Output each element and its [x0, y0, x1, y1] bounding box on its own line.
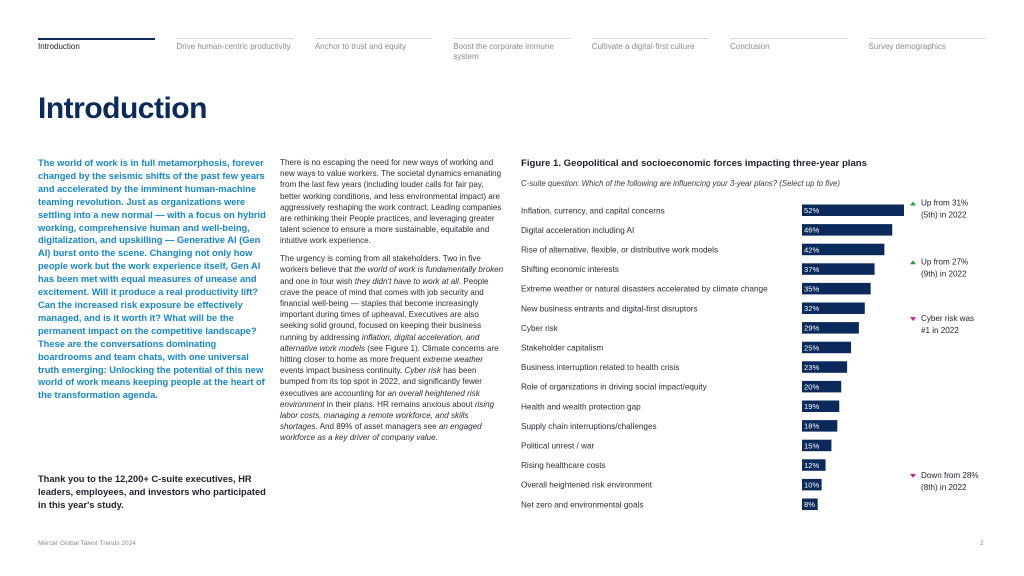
figure-title: Figure 1. Geopolitical and socioeconomic forces impacting three-year plans [521, 158, 867, 169]
nav-tab-digital-culture[interactable]: Cultivate a digital-first culture [592, 38, 709, 61]
up-arrow-icon [910, 260, 916, 264]
up-arrow-icon [910, 202, 916, 206]
category-label: Rise of alternative, flexible, or distributive work models [521, 245, 719, 255]
category-label: Extreme weather or natural disasters accelerated by climate change [521, 284, 768, 294]
annotation-text: (5th) in 2022 [921, 210, 967, 220]
category-label: Overall heightened risk environment [521, 480, 653, 490]
bar-value-label: 10% [804, 480, 820, 490]
annotation-text: (9th) in 2022 [921, 269, 967, 279]
down-arrow-icon [910, 317, 916, 321]
nav-tab-productivity[interactable]: Drive human-centric productivity [176, 38, 293, 61]
category-label: Cyber risk [521, 323, 558, 333]
category-label: Political unrest / war [521, 441, 595, 451]
body-paragraph-1: There is no escaping the need for new ways of working and new ways to value workers. The societal dynamics emanating from the last few years (including louder calls for fair pay, better working conditions, and less environmental impact) are aggressively reshaping the work contract. Leading companies are rethinking their People practices, and leveraging greater talent science to ensure a more sustainable, equitable and intuitive work experience. [280, 158, 502, 246]
annotation-text: Up from 31% [921, 198, 969, 208]
footer-source: Mercer Global Talent Trends 2024 [38, 540, 136, 547]
bar-value-label: 19% [804, 402, 820, 412]
bar-value-label: 37% [804, 264, 820, 274]
bar-value-label: 25% [804, 343, 820, 353]
down-arrow-icon [910, 474, 916, 478]
annotation-text: #1 in 2022 [921, 326, 959, 336]
bar-value-label: 42% [804, 245, 820, 255]
body-paragraph-2: The urgency is coming from all stakeholders. Two in five workers believe that the world of work is fundamentally broken and one in four wish they didn't have to work at all. People crave the peace of mind that comes with job security and financial well-being — staples that become increasingly important during times of upheaval. Executives are also seeking solid ground, focused on keeping their business running by addressing inflation, digital acceleration, and alternative work models (see Figure 1). Climate concerns are hitting closer to home as more frequent extreme weather events impact business continuity. Cyber risk has been bumped from its top spot in 2022, and significantly fewer executives are accounting for an overall heightened risk environment in their plans. HR remains anxious about rising labor costs, managing a remote workforce, and skills shortages. And 89% of asset managers see an engaged workforce as a key driver of company value. [280, 254, 504, 443]
annotation-text: Down from 28% [921, 470, 979, 480]
nav-tab-conclusion[interactable]: Conclusion [730, 38, 847, 61]
bar-value-label: 29% [804, 323, 820, 333]
category-label: Rising healthcare costs [521, 461, 606, 471]
category-label: Health and wealth protection gap [521, 402, 641, 412]
bar-value-label: 23% [804, 362, 820, 372]
category-label: Digital acceleration including AI [521, 225, 635, 235]
nav-tab-immune-system[interactable]: Boost the corporate immune system [453, 38, 570, 61]
bar-value-label: 32% [804, 304, 820, 314]
figure-question: C-suite question: Which of the following are influencing your 3-year plans? (Select up to five) [521, 179, 840, 188]
bar-value-label: 8% [804, 500, 815, 510]
bar-value-label: 46% [804, 225, 820, 235]
category-label: New business entrants and digital-first disruptors [521, 304, 698, 314]
annotation-text: (8th) in 2022 [921, 482, 967, 492]
category-label: Stakeholder capitalism [521, 343, 604, 353]
category-label: Business interruption related to health crisis [521, 363, 680, 373]
thanks-paragraph: Thank you to the 12,200+ C-suite executives, HR leaders, employees, and investors who participated in this year's study. [38, 474, 266, 510]
bar-value-label: 15% [804, 441, 820, 451]
annotation-text: Up from 27% [921, 257, 969, 267]
category-label: Role of organizations in driving social impact/equity [521, 382, 707, 392]
category-label: Inflation, currency, and capital concerns [521, 206, 665, 216]
nav-tab-trust-equity[interactable]: Anchor to trust and equity [315, 38, 432, 61]
page-title: Introduction [38, 92, 207, 125]
nav-tab-introduction[interactable]: Introduction [38, 38, 155, 61]
bar-value-label: 35% [804, 284, 820, 294]
bar-value-label: 52% [804, 206, 820, 216]
bar-value-label: 20% [804, 382, 820, 392]
bar-value-label: 12% [804, 460, 820, 470]
intro-paragraph: The world of work is in full metamorphosis, forever changed by the seismic shifts of the past few years and accelerated by the imminent human-machine teaming revolution. Just as organizations were settling into a new normal — with a focus on hybrid working, comprehensive human and well-being, digitalization, and upskilling — Generative AI (Gen AI) burst onto the scene. Changing not only how people work but the work experience itself, Gen AI has been met with equal measures of unease and excitement. Will it produce a real productivity lift? Can the increased risk exposure be effectively managed, and is it worth it? What will be the permanent impact on the competitive landscape? These are the conversations dominating boardrooms and team chats, with one universal truth emerging: Unlocking the potential of this new world of work means keeping people at the heart of the transformation agenda. [38, 158, 266, 401]
category-label: Supply chain interruptions/challenges [521, 421, 657, 431]
category-label: Shifting economic interests [521, 265, 619, 275]
category-label: Net zero and environmental goals [521, 500, 644, 510]
bar-value-label: 18% [804, 421, 820, 431]
page-number: 2 [980, 540, 984, 547]
annotation-text: Cyber risk was [921, 314, 975, 324]
nav-tab-survey-demographics[interactable]: Survey demographics [869, 38, 986, 61]
